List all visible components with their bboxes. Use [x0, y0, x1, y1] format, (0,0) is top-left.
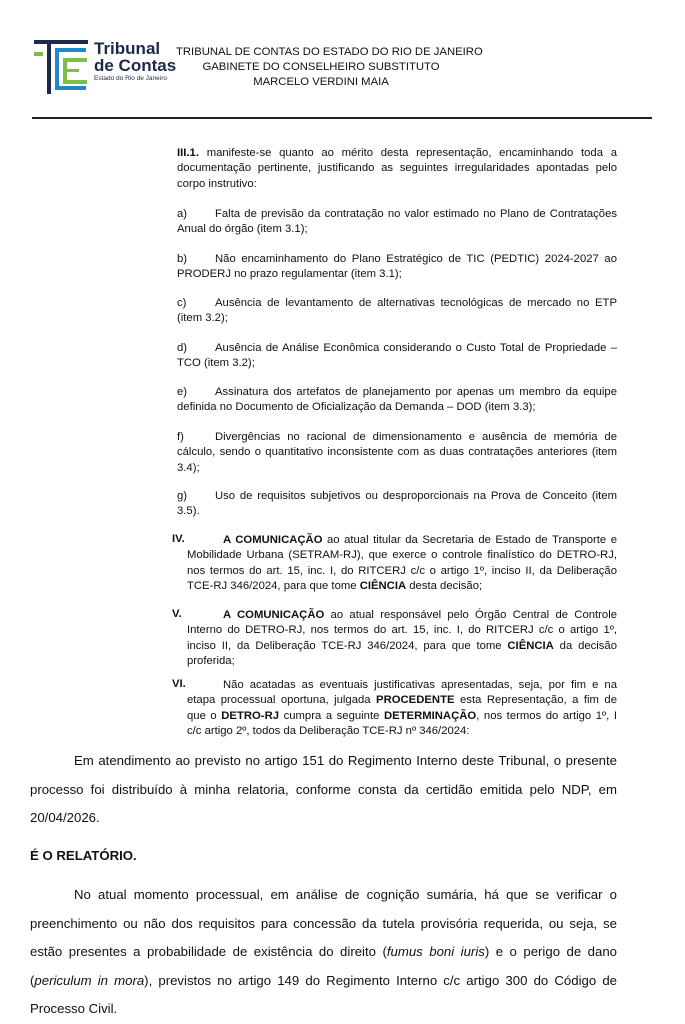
item-v-number: V.	[172, 608, 182, 620]
logo-line2: de Contas	[94, 56, 177, 75]
section-heading-relatorio: É O RELATÓRIO.	[30, 848, 137, 863]
iv-bold2: CIÊNCIA	[359, 580, 407, 593]
list-item-b	[177, 252, 617, 283]
list-item-a	[177, 207, 617, 238]
item-letter: e)	[177, 386, 188, 398]
tce-logo-mark	[32, 38, 92, 96]
v-bold1: A COMUNICAÇÃO	[223, 609, 325, 621]
item-text: Ausência de levantamento de alternativas tecnológicas de mercado no ETP (item 3.2);	[177, 297, 617, 325]
item-letter: c)	[177, 297, 187, 309]
paragraph-analysis	[30, 881, 617, 1024]
paragraph-distribution: Em atendimento ao previsto no artigo 151 do Regimento Interno deste Tribunal, o presente processo foi distribuído à minha relatoria, conforme consta da certidão emitida pelo NDP, em 20/04/2026.	[30, 753, 617, 825]
iii1-label: III.1.	[177, 147, 199, 159]
item-letter: f)	[177, 431, 184, 443]
item-letter: g)	[177, 490, 188, 502]
item-vi	[187, 678, 617, 740]
item-letter: d)	[177, 342, 188, 354]
item-iii1	[177, 146, 617, 192]
org-line-2: GABINETE DO CONSELHEIRO SUBSTITUTO	[202, 61, 440, 73]
org-block	[176, 45, 483, 90]
item-iv-number: IV.	[172, 533, 185, 545]
vi-t2: esta Representação, a fim de que o	[187, 694, 617, 722]
header-divider	[32, 117, 652, 119]
para2-t1: No atual momento processual, em análise de cognição sumária, há que se verificar o preenchimento ou não dos requisitos para concessão da tutela provisória requerida, ou seja, se estão presentes a probabilidade de existência do direito (	[30, 887, 617, 959]
item-v	[187, 608, 617, 670]
para2-t3: ), previstos no artigo 149 do Regimento Interno c/c artigo 300 do Código de Processo Civil.	[30, 972, 617, 1016]
list-item-d	[177, 341, 617, 372]
vi-t1: Não acatadas as eventuais justificativas apresentadas, seja, por fim e na etapa processual oportuna, julgada	[187, 679, 617, 707]
v-bold2: CIÊNCIA	[507, 639, 554, 652]
logo-line1: Tribunal	[94, 39, 161, 58]
org-line-1: TRIBUNAL DE CONTAS DO ESTADO DO RIO DE JANEIRO	[176, 46, 483, 58]
list-item-e	[177, 385, 617, 416]
item-vi-number: VI.	[172, 678, 186, 690]
item-text: Ausência de Análise Econômica considerando o Custo Total de Propriedade – TCO (item 3.2);	[177, 342, 617, 370]
vi-bold1: PROCEDENTE	[376, 694, 455, 707]
vi-bold2: DETRO-RJ	[221, 709, 280, 722]
item-letter: a)	[177, 208, 188, 220]
list-item-c	[177, 296, 617, 327]
item-iv	[187, 533, 617, 595]
tce-logo	[32, 38, 180, 96]
vi-t3: cumpra a seguinte	[279, 709, 384, 722]
logo-line3: Estado do Rio de Janeiro	[94, 75, 167, 82]
para2-i2: periculum in mora	[34, 972, 145, 988]
vi-t4: , nos termos do artigo 1º, I c/c artigo 2º, todos da Deliberação TCE-RJ nº 346/2024:	[187, 709, 617, 738]
org-line-3: MARCELO VERDINI MAIA	[253, 76, 389, 88]
list-item-f	[177, 430, 617, 476]
para2-t2: ) e o perigo de dano (	[30, 944, 617, 988]
iii1-text: manifeste-se quanto ao mérito desta representação, encaminhando toda a documentação pertinente, justificando as seguintes irregularidades apontadas pelo corpo instrutivo:	[177, 147, 617, 190]
iv-bold1: A COMUNICAÇÃO	[223, 534, 323, 546]
item-text: Assinatura dos artefatos de planejamento por apenas um membro da equipe definida no Documento de Oficialização da Demanda – DOD (item 3.3);	[177, 386, 617, 414]
para2-i1: fumus boni iuris	[386, 944, 485, 959]
iv-t2: desta decisão;	[406, 580, 483, 593]
logo-wordmark	[94, 40, 176, 82]
page-header	[0, 0, 685, 120]
v-t2: da decisão proferida;	[187, 639, 618, 668]
vi-bold3: DETERMINAÇÃO	[383, 709, 477, 722]
item-letter: b)	[177, 253, 188, 265]
v-t1: ao atual responsável pelo Órgão Central de Controle Interno do DETRO-RJ, nos termos do art. 15, inc. I, do RITCERJ c/c o artigo 1º, inciso II, da Deliberação TCE-RJ 346/2024, para que tome	[187, 609, 617, 652]
item-text: Falta de previsão da contratação no valor estimado no Plano de Contratações Anual do órgão (item 3.1);	[177, 208, 617, 236]
item-text: Uso de requisitos subjetivos ou desproporcionais na Prova de Conceito (item 3.5).	[177, 490, 617, 518]
list-item-g	[177, 489, 617, 520]
iv-t1: ao atual titular da Secretaria de Estado de Transporte e Mobilidade Urbana (SETRAM-RJ), que exerce o controle finalístico do DETRO-RJ, nos termos do art. 15, inc. I, do RITCERJ c/c o artigo 1º, inciso II, da Deliberação TCE-RJ 346/2024, para que tome	[187, 534, 618, 593]
item-text: Divergências no racional de dimensionamento e ausência de memória de cálculo, sendo o quantitativo inconsistente com as duas contratações anteriores (item 3.4);	[177, 431, 617, 474]
item-text: Não encaminhamento do Plano Estratégico de TIC (PEDTIC) 2024-2027 ao PRODERJ no prazo regulamentar (item 3.1);	[177, 253, 617, 281]
